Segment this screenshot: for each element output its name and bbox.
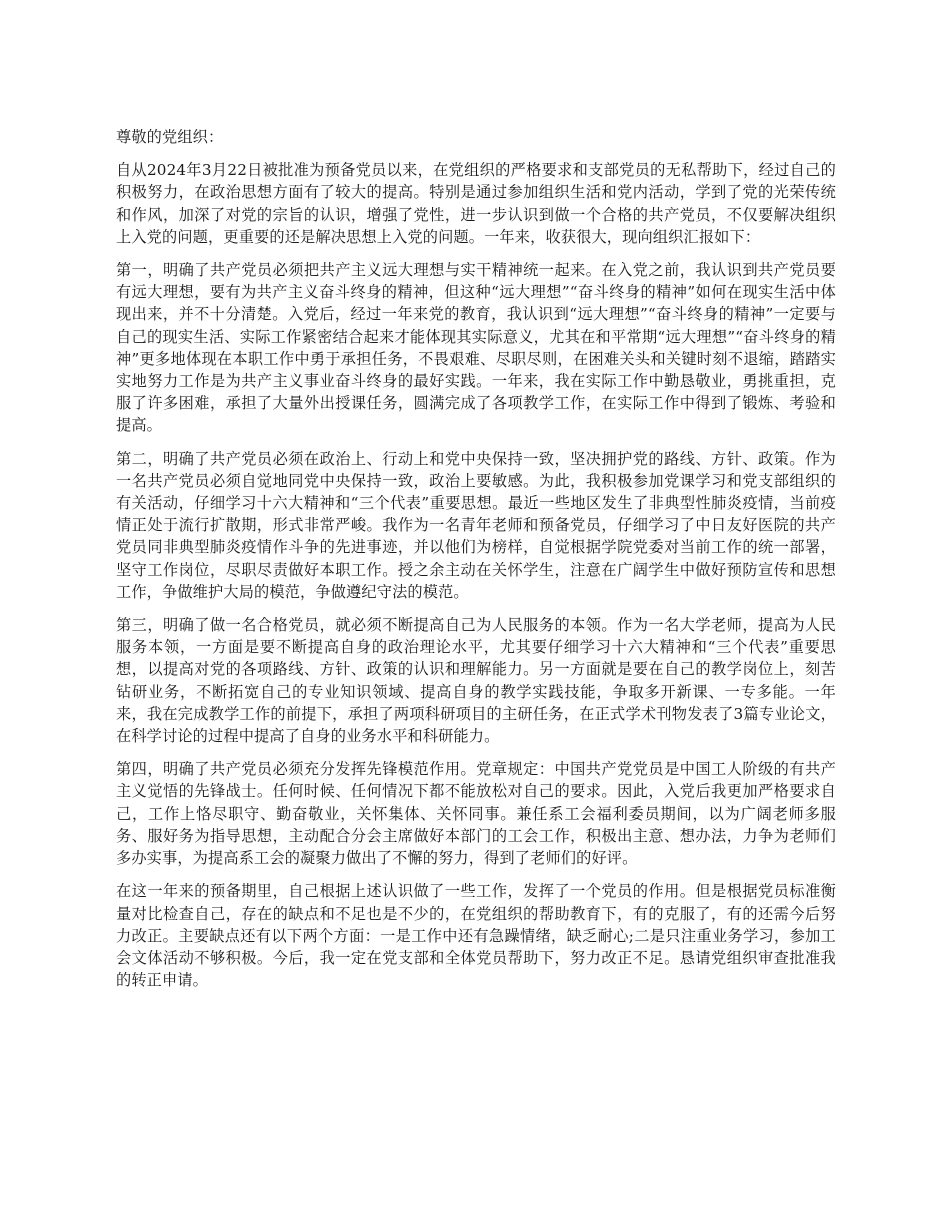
paragraph-conclusion: 在这一年来的预备期里，自己根据上述认识做了一些工作，发挥了一个党员的作用。但是根据党员标准衡量对比检查自己，存在的缺点和不足也是不少的，在党组织的帮助教育下，有的克服了，有的还需今后努力改正。主要缺点还有以下两个方面：一是工作中还有急躁情绪，缺乏耐心;二是只注重业务学习，参加工会文体活动不够积极。今后，我一定在党支部和全体党员帮助下，努力改正不足。恳请党组织审查批准我的转正申请。 <box>116 882 836 990</box>
paragraph-fourth: 第四，明确了共产党员必须充分发挥先锋模范作用。党章规定：中国共产党党员是中国工人阶级的有共产主义觉悟的先锋战士。任何时候、任何情况下都不能放松对自己的要求。因此，入党后我更加严格要求自己，工作上恪尽职守、勤奋敬业，关怀集体、关怀同事。兼任系工会福利委员期间，以为广阔老师多服务、服好务为指导思想，主动配合分会主席做好本部门的工会工作，积极出主意、想办法，力争为老师们多办实事，为提高系工会的凝聚力做出了不懈的努力，得到了老师们的好评。 <box>116 760 836 868</box>
salutation: 尊敬的党组织： <box>116 128 224 146</box>
paragraph-intro: 自从2024年3月22日被批准为预备党员以来，在党组织的严格要求和支部党员的无私帮助下，经过自己的积极努力，在政治思想方面有了较大的提高。特别是通过参加组织生活和党内活动，学到了党的光荣传统和作风，加深了对党的宗旨的认识，增强了党性，进一步认识到做一个合格的共产党员，不仅要解决组织上入党的问题，更重要的还是解决思想上入党的问题。一年来，收获很大，现向组织汇报如下： <box>116 161 836 246</box>
paragraph-first: 第一，明确了共产党员必须把共产主义远大理想与实干精神统一起来。在入党之前，我认识到共产党员要有远大理想，要有为共产主义奋斗终身的精神，但这种“远大理想”“奋斗终身的精神”如何在现实生活中体现出来，并不十分清楚。入党后，经过一年来党的教育，我认识到“远大理想”“奋斗终身的精神”一定要与自己的现实生活、实际工作紧密结合起来才能体现其实际意义，尤其在和平常期“远大理想”“奋斗终身的精神”更多地体现在本职工作中勇于承担任务，不畏艰难、尽职尽则，在困难关头和关键时刻不退缩，踏踏实实地努力工作是为共产主义事业奋斗终身的最好实践。一年来，我在实际工作中勤恳敬业，勇挑重担，克服了许多困难，承担了大量外出授课任务，圆满完成了各项教学工作，在实际工作中得到了锻炼、考验和提高。 <box>116 261 836 435</box>
paragraph-second: 第二，明确了共产党员必须在政治上、行动上和党中央保持一致，坚决拥护党的路线、方针、政策。作为一名共产党员必须自觉地同党中央保持一致，政治上要敏感。为此，我积极参加党课学习和党支部组织的有关活动，仔细学习十六大精神和“三个代表”重要思想。最近一些地区发生了非典型性肺炎疫情，当前疫情正处于流行扩散期，形式非常严峻。我作为一名青年老师和预备党员，仔细学习了中日友好医院的共产党员同非典型肺炎疫情作斗争的先进事迹，并以他们为榜样，自觉根据学院党委对当前工作的统一部署，坚守工作岗位，尽职尽责做好本职工作。授之余主动在关怀学生，注意在广阔学生中做好预防宣传和思想工作，争做维护大局的模范，争做遵纪守法的模范。 <box>116 449 836 601</box>
letter-body <box>116 126 836 1002</box>
paragraph-third: 第三，明确了做一名合格党员，就必须不断提高自己为人民服务的本领。作为一名大学老师，提高为人民服务本领，一方面是要不断提高自身的政治理论水平，尤其要仔细学习十六大精神和“三个代表”重要思想，以提高对党的各项路线、方针、政策的认识和理解能力。另一方面就是要在自己的教学岗位上，刻苦钻研业务，不断拓宽自己的专业知识领域、提高自身的教学实践技能，争取多开新课、一专多能。一年来，我在完成教学工作的前提下，承担了两项科研项目的主研任务，在正式学术刊物发表了3篇专业论文，在科学讨论的过程中提高了自身的业务水平和科研能力。 <box>116 616 836 746</box>
